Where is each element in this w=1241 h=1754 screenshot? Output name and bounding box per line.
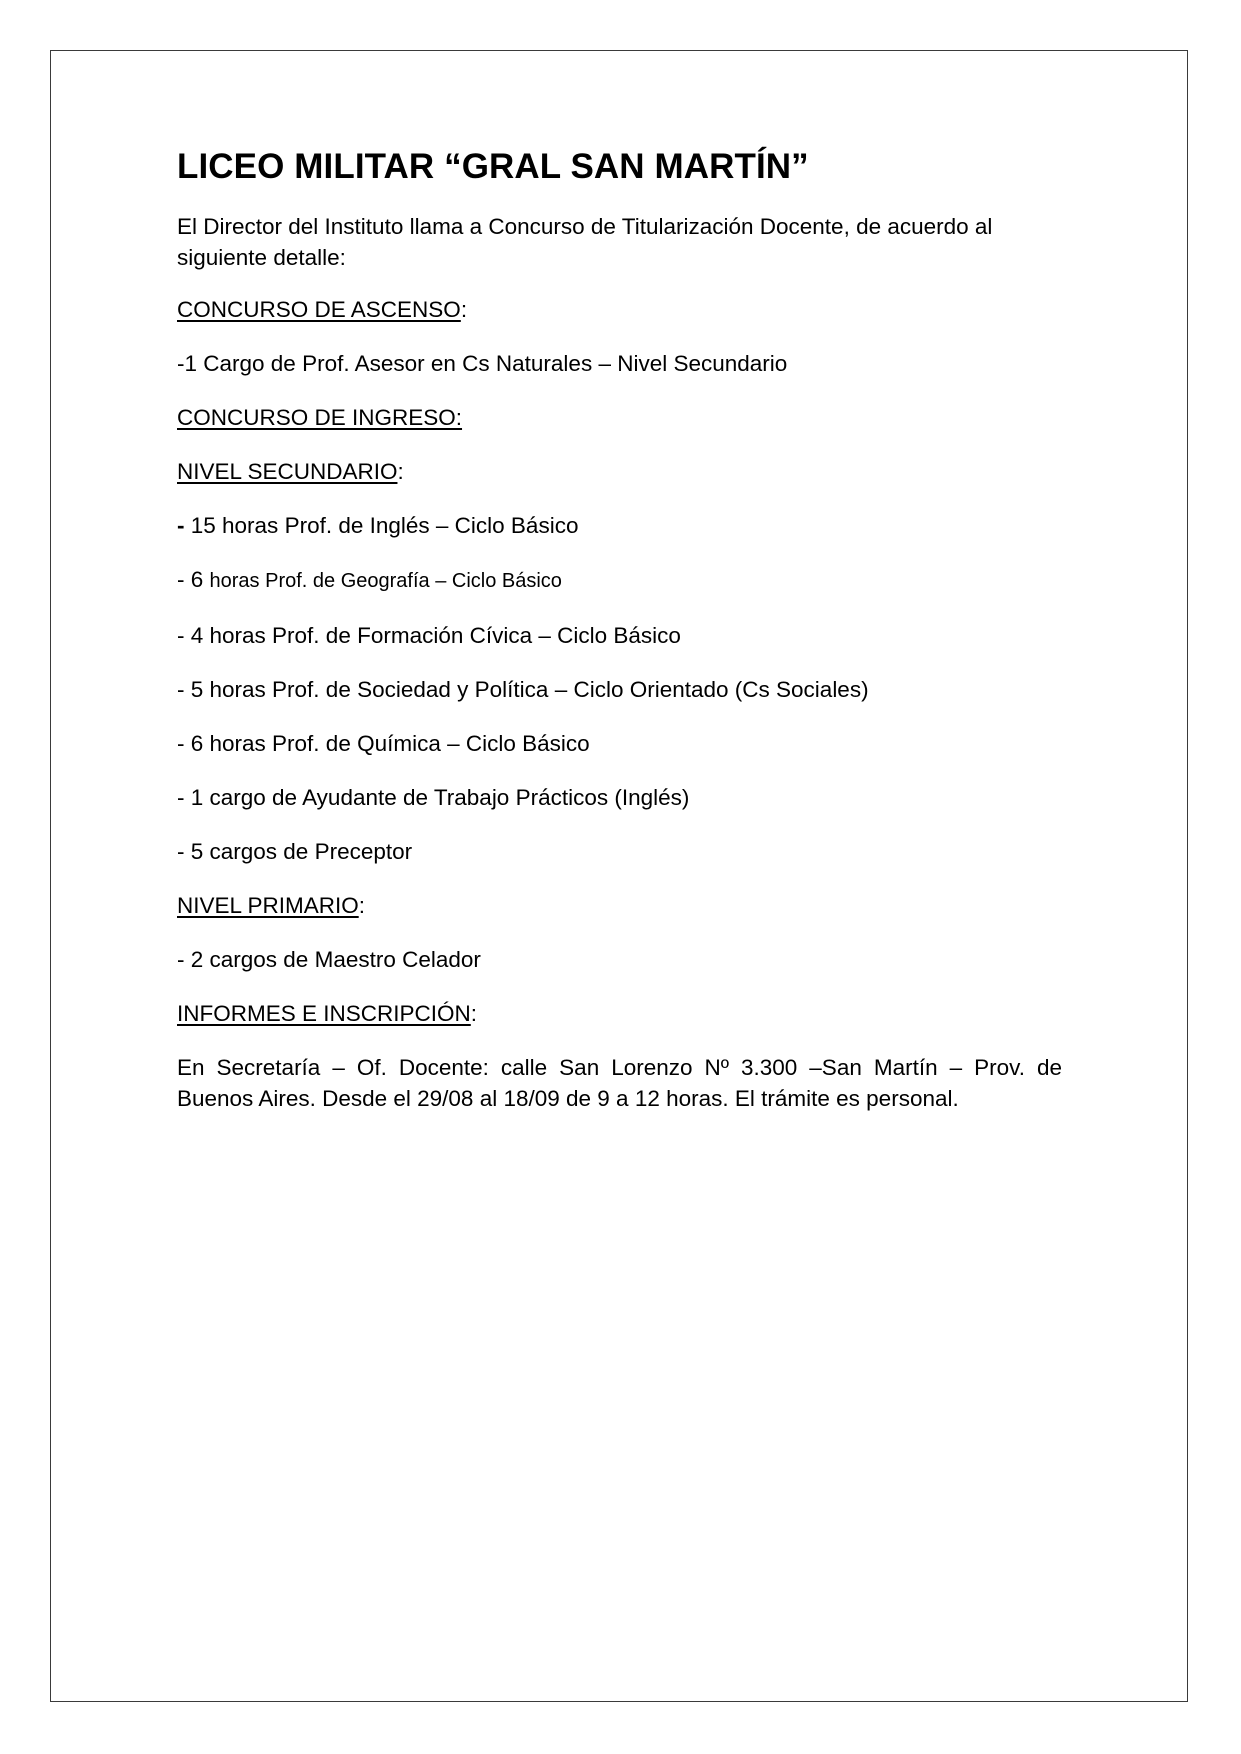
bold-dash: - <box>177 513 185 538</box>
primario-heading <box>177 890 1062 921</box>
informes-heading-colon: : <box>470 1001 478 1026</box>
ascenso-heading-colon: : <box>460 297 468 322</box>
secundario-heading-label: NIVEL SECUNDARIO <box>177 459 398 484</box>
secundario-item-ingles <box>177 510 1062 541</box>
document-body <box>177 145 1062 1114</box>
informes-heading <box>177 998 1062 1029</box>
secundario-item-ingles-text: 15 horas Prof. de Inglés – Ciclo Básico <box>184 513 579 538</box>
ingreso-heading-label: CONCURSO DE INGRESO: <box>177 405 463 430</box>
ingreso-heading <box>177 402 1062 433</box>
primario-item-celador: - 2 cargos de Maestro Celador <box>177 947 481 972</box>
secundario-heading-colon: : <box>397 459 404 484</box>
secundario-item-quimica: - 6 horas Prof. de Química – Ciclo Básico <box>177 731 590 756</box>
ascenso-heading-label: CONCURSO DE ASCENSO <box>177 297 461 322</box>
ascenso-item: -1 Cargo de Prof. Asesor en Cs Naturales – Nivel Secundario <box>177 351 788 376</box>
secundario-heading <box>177 456 1062 487</box>
secundario-item-preceptor: - 5 cargos de Preceptor <box>177 839 413 864</box>
secundario-item-civica: - 4 horas Prof. de Formación Cívica – Ciclo Básico <box>177 623 681 648</box>
ascenso-heading <box>177 294 1062 325</box>
secundario-item-ayudante: - 1 cargo de Ayudante de Trabajo Prácticos (Inglés) <box>177 785 690 810</box>
secundario-item-sociedad: - 5 horas Prof. de Sociedad y Política – Ciclo Orientado (Cs Sociales) <box>177 677 869 702</box>
primario-heading-label: NIVEL PRIMARIO <box>177 893 359 918</box>
intro-paragraph: El Director del Instituto llama a Concurso de Titularización Docente, de acuerdo al siguiente detalle: <box>177 214 993 270</box>
informes-paragraph: En Secretaría – Of. Docente: calle San Lorenzo Nº 3.300 –San Martín – Prov. de Buenos Aires. Desde el 29/08 al 18/09 de 9 a 12 horas. El trámite es personal. <box>177 1055 1062 1111</box>
secundario-item-geografia: - 6 horas Prof. de Geografía – Ciclo Básico <box>177 567 562 592</box>
secundario-item-geografia-text: horas Prof. de Geografía – Ciclo Básico <box>209 570 562 592</box>
document-title: LICEO MILITAR “GRAL SAN MARTÍN” <box>177 147 809 186</box>
primario-heading-colon: : <box>358 893 365 918</box>
informes-heading-label: INFORMES E INSCRIPCIÓN <box>177 1001 471 1026</box>
